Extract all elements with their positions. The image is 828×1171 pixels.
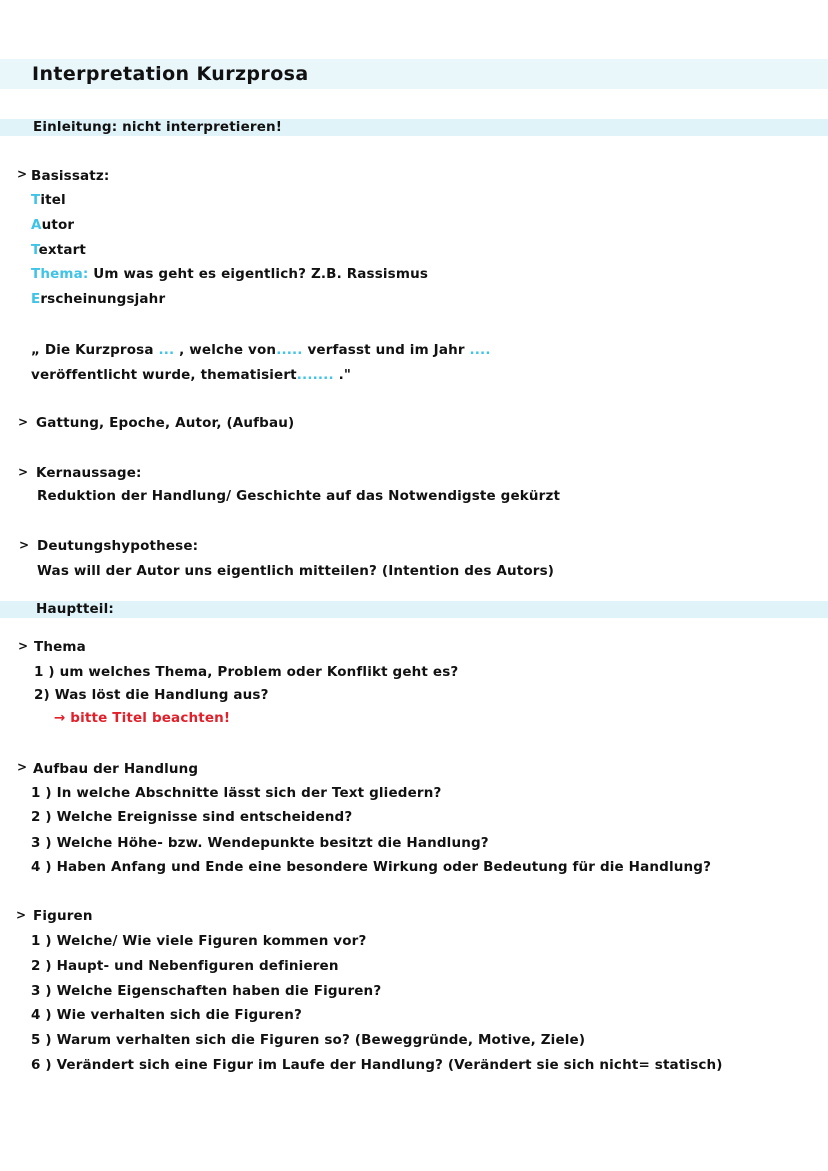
basissatz-item-textart: Textart <box>31 242 87 258</box>
thema-item-1: 1 ) um welches Thema, Problem oder Konflikt geht es? <box>34 664 459 680</box>
thema-note: → bitte Titel beachten! <box>54 710 231 726</box>
kernaussage-text: Reduktion der Handlung/ Geschichte auf das Notwendigste gekürzt <box>37 488 561 504</box>
page-title: Interpretation Kurzprosa <box>32 63 309 85</box>
basissatz-template-line-2: veröffentlicht wurde, thematisiert....... ." <box>31 367 352 383</box>
bullet-marker: > <box>18 415 29 429</box>
figuren-item-6: 6 ) Verändert sich eine Figur im Laufe der Handlung? (Verändert sie sich nicht= statisch) <box>31 1057 723 1073</box>
thema-heading: Thema <box>34 639 86 655</box>
basissatz-heading: Basissatz: <box>31 168 110 184</box>
aufbau-heading: Aufbau der Handlung <box>33 761 199 777</box>
kernaussage-heading: Kernaussage: <box>36 465 142 481</box>
basissatz-item-autor: Autor <box>31 217 75 233</box>
hauptteil-heading: Hauptteil: <box>36 601 114 617</box>
thema-item-2: 2) Was löst die Handlung aus? <box>34 687 269 703</box>
bullet-marker: > <box>17 167 28 181</box>
figuren-item-1: 1 ) Welche/ Wie viele Figuren kommen vor? <box>31 933 367 949</box>
figuren-item-3: 3 ) Welche Eigenschaften haben die Figuren? <box>31 983 382 999</box>
aufbau-item-3: 3 ) Welche Höhe- bzw. Wendepunkte besitzt die Handlung? <box>31 835 489 851</box>
basissatz-item-erscheinungsjahr: Erscheinungsjahr <box>31 291 166 307</box>
bullet-marker: > <box>17 760 28 774</box>
hauptteil-highlight <box>0 601 828 618</box>
basissatz-template-line-1: „ Die Kurzprosa ... , welche von..... verfasst und im Jahr .... <box>31 342 491 358</box>
figuren-item-2: 2 ) Haupt- und Nebenfiguren definieren <box>31 958 339 974</box>
einleitung-heading: Einleitung: nicht interpretieren! <box>33 119 283 135</box>
deutung-text: Was will der Autor uns eigentlich mitteilen? (Intention des Autors) <box>37 563 555 579</box>
bullet-marker: > <box>18 639 29 653</box>
gattung-line: Gattung, Epoche, Autor, (Aufbau) <box>36 415 295 431</box>
aufbau-item-1: 1 ) In welche Abschnitte lässt sich der Text gliedern? <box>31 785 442 801</box>
aufbau-item-4: 4 ) Haben Anfang und Ende eine besondere Wirkung oder Bedeutung für die Handlung? <box>31 859 712 875</box>
basissatz-item-thema: Thema: Um was geht es eigentlich? Z.B. Rassismus <box>31 266 429 282</box>
aufbau-item-2: 2 ) Welche Ereignisse sind entscheidend? <box>31 809 353 825</box>
figuren-item-5: 5 ) Warum verhalten sich die Figuren so? (Beweggründe, Motive, Ziele) <box>31 1032 586 1048</box>
figuren-item-4: 4 ) Wie verhalten sich die Figuren? <box>31 1007 302 1023</box>
bullet-marker: > <box>16 908 27 922</box>
bullet-marker: > <box>19 538 30 552</box>
basissatz-item-titel: Titel <box>31 192 66 208</box>
figuren-heading: Figuren <box>33 908 93 924</box>
bullet-marker: > <box>18 465 29 479</box>
deutung-heading: Deutungshypothese: <box>37 538 199 554</box>
